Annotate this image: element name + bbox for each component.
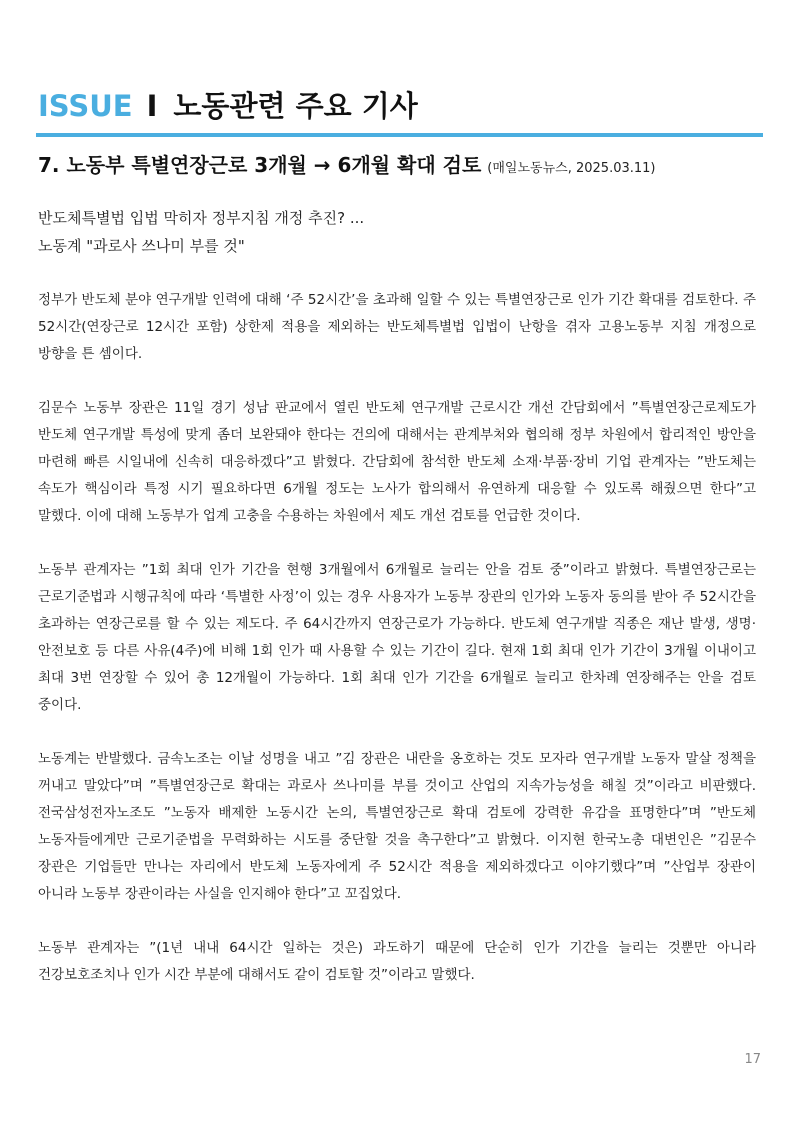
- issue-label: ISSUE: [38, 89, 133, 123]
- header-divider: [36, 133, 763, 137]
- paragraph-3: 노동부 관계자는 ”1회 최대 인가 기간을 현행 3개월에서 6개월로 늘리는 안을 검토 중”이라고 밝혔다. 특별연장근로는 근로기준법과 시행규칙에 따라 ‘특별한 사정’이 있는 경우 사용자가 노동부 장관의 인가와 노동자 동의를 받아 주 52시간을 초과하는 연장근로를 할 수 있는 제도다. 주 64시간까지 연장근로가 가능하다. 반도체 연구개발 직종은 재난 발생, 생명·안전보호 등 다른 사유(4주)에 비해 1회 인가 때 사용할 수 있는 기간이 길다. 현재 1회 최대 인가 기간이 3개월 이내이고 최대 3번 연장할 수 있어 총 12개월이 가능하다. 1회 최대 인가 기간을 6개월로 늘리고 한차례 연장해주는 안을 검토 중이다.: [38, 562, 756, 713]
- header-separator: I: [146, 89, 158, 123]
- section-title: 노동관련 주요 기사: [173, 89, 418, 123]
- article-source: (매일노동뉴스, 2025.03.11): [487, 161, 656, 176]
- article-body: [38, 287, 756, 1016]
- paragraph-4: 노동계는 반발했다. 금속노조는 이날 성명을 내고 ”김 장관은 내란을 옹호하는 것도 모자라 연구개발 노동자 말살 정책을 꺼내고 말았다”며 ”특별연장근로 확대는 과로사 쓰나미를 부를 것이고 산업의 지속가능성을 해칠 것”이라고 비판했다. 전국삼성전자노조도 ”노동자 배제한 노동시간 논의, 특별연장근로 확대 검토에 강력한 유감을 표명한다”며 ”반도체 노동자들에게만 근로기준법을 무력화하는 시도를 중단할 것을 촉구한다”고 밝혔다. 이지현 한국노총 대변인은 ”김문수 장관은 기업들만 만나는 자리에서 반도체 노동자에게 주 52시간 적용을 제외하겠다고 이야기했다”며 ”산업부 장관이 아니라 노동부 장관이라는 사실을 인지해야 한다”고 꼬집었다.: [38, 751, 756, 902]
- subtitle-line: 반도체특별법 입법 막히자 정부지침 개정 추진? ...: [38, 209, 365, 227]
- page-number: 17: [744, 1052, 761, 1067]
- subtitle-line: 노동계 "과로사 쓰나미 부를 것": [38, 237, 245, 255]
- article-heading: [38, 150, 763, 184]
- paragraph-5: 노동부 관계자는 ”(1년 내내 64시간 일하는 것은) 과도하기 때문에 단순히 인가 기간을 늘리는 것뿐만 아니라 건강보호조치나 인가 시간 부분에 대해서도 같이 검토할 것”이라고 말했다.: [38, 940, 756, 983]
- article-title: 7. 노동부 특별연장근로 3개월 → 6개월 확대 검토: [38, 153, 482, 177]
- section-header: [38, 86, 418, 126]
- paragraph-2: 김문수 노동부 장관은 11일 경기 성남 판교에서 열린 반도체 연구개발 근로시간 개선 간담회에서 ”특별연장근로제도가 반도체 연구개발 특성에 맞게 좀더 보완돼야 한다는 건의에 대해서는 관계부처와 협의해 정부 차원에서 합리적인 방안을 마련해 빠른 시일내에 신속히 대응하겠다”고 밝혔다. 간담회에 참석한 반도체 소재·부품·장비 기업 관계자는 ”반도체는 속도가 핵심이라 특정 시기 필요하다면 6개월 정도는 노사가 합의해서 유연하게 대응할 수 있도록 해줬으면 한다”고 말했다. 이에 대해 노동부가 업계 고충을 수용하는 차원에서 제도 개선 검토를 언급한 것이다.: [38, 400, 756, 524]
- paragraph-1: 정부가 반도체 분야 연구개발 인력에 대해 ‘주 52시간’을 초과해 일할 수 있는 특별연장근로 인가 기간 확대를 검토한다. 주 52시간(연장근로 12시간 포함) 상한제 적용을 제외하는 반도체특별법 입법이 난항을 겪자 고용노동부 지침 개정으로 방향을 튼 셈이다.: [38, 292, 756, 362]
- article-subtitle: [38, 204, 763, 260]
